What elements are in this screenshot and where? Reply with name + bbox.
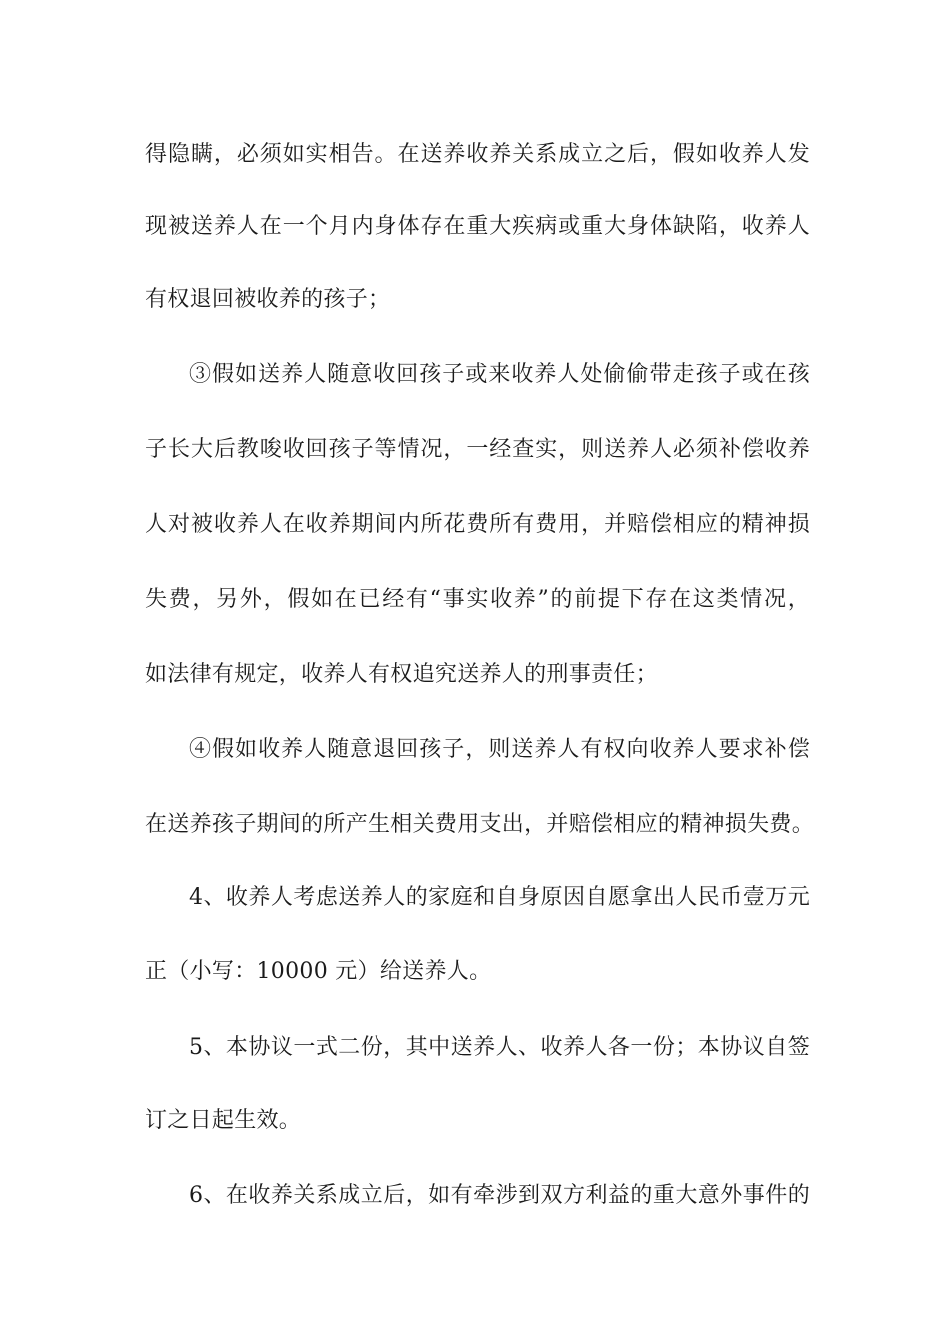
text-line-4: ③假如送养人随意收回孩子或来收养人处偷偷带走孩子或在孩 <box>189 362 810 387</box>
text-line-1: 得隐瞒，必须如实相告。在送养收养关系成立之后，假如收养人发 <box>145 142 810 167</box>
text-line-14: 订之日起生效。 <box>145 1108 302 1133</box>
text-line-7: 失费，另外，假如在已经有“事实收养”的前提下存在这类情况， <box>145 587 810 612</box>
text-line-6: 人对被收养人在收养期间内所花费所有费用，并赔偿相应的精神损 <box>145 512 810 537</box>
text-line-2: 现被送养人在一个月内身体存在重大疾病或重大身体缺陷，收养人 <box>145 214 810 239</box>
text-line-11: 4、收养人考虑送养人的家庭和自身原因自愿拿出人民币壹万元 <box>189 885 810 910</box>
text-line-12: 正（小写：10000 元）给送养人。 <box>145 959 492 984</box>
text-line-15: 6、在收养关系成立后，如有牵涉到双方利益的重大意外事件的 <box>189 1183 810 1208</box>
text-line-3: 有权退回被收养的孩子； <box>145 287 391 312</box>
text-line-13: 5、本协议一式二份，其中送养人、收养人各一份；本协议自签 <box>189 1035 810 1060</box>
text-line-10: 在送养孩子期间的所产生相关费用支出，并赔偿相应的精神损失费。 <box>145 812 815 837</box>
text-line-8: 如法律有规定，收养人有权追究送养人的刑事责任； <box>145 662 658 687</box>
text-line-9: ④假如收养人随意退回孩子，则送养人有权向收养人要求补偿 <box>189 737 810 762</box>
text-line-5: 子长大后教唆收回孩子等情况，一经查实，则送养人必须补偿收养 <box>145 437 810 462</box>
